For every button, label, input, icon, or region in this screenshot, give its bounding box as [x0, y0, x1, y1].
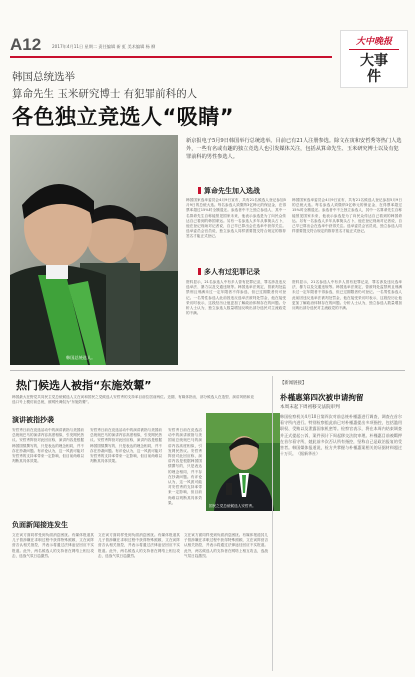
speaker-photo: [206, 413, 280, 511]
sidebar-subtitle: 本周末起下周初移交法院审判: [280, 405, 340, 410]
lead-paragraph: 新京报电子5月9日韩国举行总统选举。目前已有21人注册参选。除文在寅和安哲秀等热门人选外，一些有名或有趣的独立竞选人也引发媒体关注，包括从算命先生、玉米研究博士以及有犯罪前科的男性参选人。: [186, 138, 402, 160]
section4-body: 安哲秀日前在竞选活动中的演讲被指与美国前总统奥巴马的演讲内容高度相似，引发网民热议。安哲秀阵营对此回应称，演讲内容是根据韩国国情撰写的，只是表达的理念相同，并不存在抄袭问题。有评论认为，这一风波可能对安哲秀的支持率带来一定影响，但目前尚难以判断其具体效果。: [12, 428, 84, 464]
section4-body-cont: 安哲秀日前在竞选活动中的演讲被指与美国前总统奥巴马的演讲内容高度相似，引发网民热议。安哲秀阵营对此回应称，演讲内容是根据韩国国情撰写的，只是表达的理念相同，并不存在抄袭问题。有评论认为，这一风波可能对安哲秀的支持率带来一定影响，但目前尚难以判断其具体效果。: [90, 428, 162, 464]
photo2-caption: 国民之党总统候选人安哲秀。: [209, 504, 256, 508]
mid-divider: [10, 370, 405, 371]
date-line: 2017年4月11日 星期二 责任编辑 新 虹 美术编辑 杨 柳: [52, 44, 156, 49]
section1-body-cont: 韩国国家选举委员会4月9日宣布，共有21名候选人登记参加5月9日的总统大选。每名参选人须缴纳3亿韩元的保证金，在得票率超过15%时全额退还。参选者中不乏独立参选人，其中一名算命先生自称能预见国家未来，他表示参选是为了向民众传达自己看到的韩国命运。另有一名参选人多年从事街头占卜，他在登记现场对记者说，自己早已算出会在选举中获得关注。选举委员会官员说，独立参选人同样需要提交符合规定的推荐签名才能正式登记。: [292, 198, 402, 234]
section5-body-cont2: 文在寅方面同样受到负面消息困扰。有媒体报道其儿子曾涉嫌在求职过程中获得特殊照顾，文在寅阵营否认相关指控，并表示将通过法律途径回应不实报道。此外，两名候选人的支持者在网络上相互攻击，选战气氛日趋激烈。: [184, 533, 268, 558]
section2-title: 多人有过犯罪记录: [204, 268, 260, 276]
section-name: 大事件: [360, 53, 388, 85]
headline-kicker: 韩国总统选举: [12, 71, 75, 83]
masthead-rule: [349, 49, 399, 50]
headline-deck: 算命先生 玉米研究博士 有犯罪前科的人: [12, 88, 198, 100]
sidebar-divider: [272, 376, 273, 671]
header-rule: [10, 56, 332, 58]
sidebar-title: 朴槿惠第四次被申请拘留: [280, 393, 364, 402]
photo1-caption: 韩国总统选人。: [66, 355, 96, 360]
candidates-photo-image: [10, 135, 178, 365]
section5-title: 负面新闻接连发生: [12, 521, 68, 529]
brand-logo: 大中晚报: [355, 37, 392, 47]
section3-body: 韩国最大在野党共同民主党总统候选人文在寅和国民之党候选人安哲秀的支持率目前位居前两位。近期，有媒体指出，部分候选人在造型、演讲风格和竞选口号上模仿前总统，被网民调侃为“东施效颦”。: [12, 395, 254, 405]
section2-body: 资料显示，21名参选人中有多人曾有犯罪记录，罪名涉及违反选举法、暴力以及交通违规等。韩国选举法规定，曾被判处监禁刑且刑满未过一定年限者不得参选，但已过期限者仍可登记。一名男性参选人此前因违反选举法被判处罚金，他在接受采访时表示，这段经历让他更加了解政治体制存在的问题。分析人士认为，独立参选人数量增加反映出部分选民对主流政党的不满。: [186, 280, 286, 316]
section2-body-cont: 资料显示，21名参选人中有多人曾有犯罪记录，罪名涉及违反选举法、暴力以及交通违规等。韩国选举法规定，曾被判处监禁刑且刑满未过一定年限者不得参选，但已过期限者仍可登记。一名男性参选人此前因违反选举法被判处罚金，他在接受采访时表示，这段经历让他更加了解政治体制存在的问题。分析人士认为，独立参选人数量增加反映出部分选民对主流政党的不满。: [292, 280, 402, 311]
section1-body: 韩国国家选举委员会4月9日宣布，共有21名候选人登记参加5月9日的总统大选。每名参选人须缴纳3亿韩元的保证金，在得票率超过15%时全额退还。参选者中不乏独立参选人，其中一名算命先生自称能预见国家未来，他表示参选是为了向民众传达自己看到的韩国命运。另有一名参选人多年从事街头占卜，他在登记现场对记者说，自己早已算出会在选举中获得关注。选举委员会官员说，独立参选人同样需要提交符合规定的推荐签名才能正式登记。: [186, 198, 286, 239]
section1-marker: [198, 187, 201, 194]
masthead-box: [340, 30, 408, 88]
section2-marker: [198, 268, 201, 275]
section1-title: 算命先生加入选战: [204, 187, 260, 195]
candidates-photo: [10, 135, 178, 365]
sidebar-body: 韩国检察机关4月10日第四次对前总统朴槿惠进行调查，调查在首尔看守所内进行。特别检察组此前已对朴槿惠提出多项指控，包括滥用职权、受贿以及泄露国家机密等。检察官表示，将在本周内结束调查并正式提起公诉，案件预计下周起移交法院审理。朴槿惠目前被羁押在首尔看守所，她此前多次否认所有指控，坚称自己是政治报复的受害者。韩国媒体报道说，检方共掌握与朴槿惠案相关的证据材料超过十万页。（据新华社）: [280, 414, 402, 457]
section4-title: 演讲被指抄袭: [12, 416, 54, 424]
section5-body: 文在寅方面同样受到负面消息困扰。有媒体报道其儿子曾涉嫌在求职过程中获得特殊照顾，文在寅阵营否认相关指控，并表示将通过法律途径回应不实报道。此外，两名候选人的支持者在网络上相互攻击，选战气氛日趋激烈。: [12, 533, 94, 558]
main-headline: 各色独立竞选人“吸睛”: [12, 105, 235, 129]
section4-body-cont2: 安哲秀日前在竞选活动中的演讲被指与美国前总统奥巴马的演讲内容高度相似，引发网民热议。安哲秀阵营对此回应称，演讲内容是根据韩国国情撰写的，只是表达的理念相同，并不存在抄袭问题。有评论认为，这一风波可能对安哲秀的支持率带来一定影响，但目前尚难以判断其具体效果。: [168, 428, 202, 505]
sidebar-tag: 【新闻链接】: [280, 381, 307, 386]
page-number: A12: [10, 35, 42, 54]
section5-body-cont: 文在寅方面同样受到负面消息困扰。有媒体报道其儿子曾涉嫌在求职过程中获得特殊照顾，文在寅阵营否认相关指控，并表示将通过法律途径回应不实报道。此外，两名候选人的支持者在网络上相互攻击，选战气氛日趋激烈。: [98, 533, 180, 558]
speaker-photo-image: [206, 413, 280, 511]
section3-title: 热门候选人被指“东施效颦”: [16, 379, 152, 392]
section-label: [357, 53, 391, 85]
